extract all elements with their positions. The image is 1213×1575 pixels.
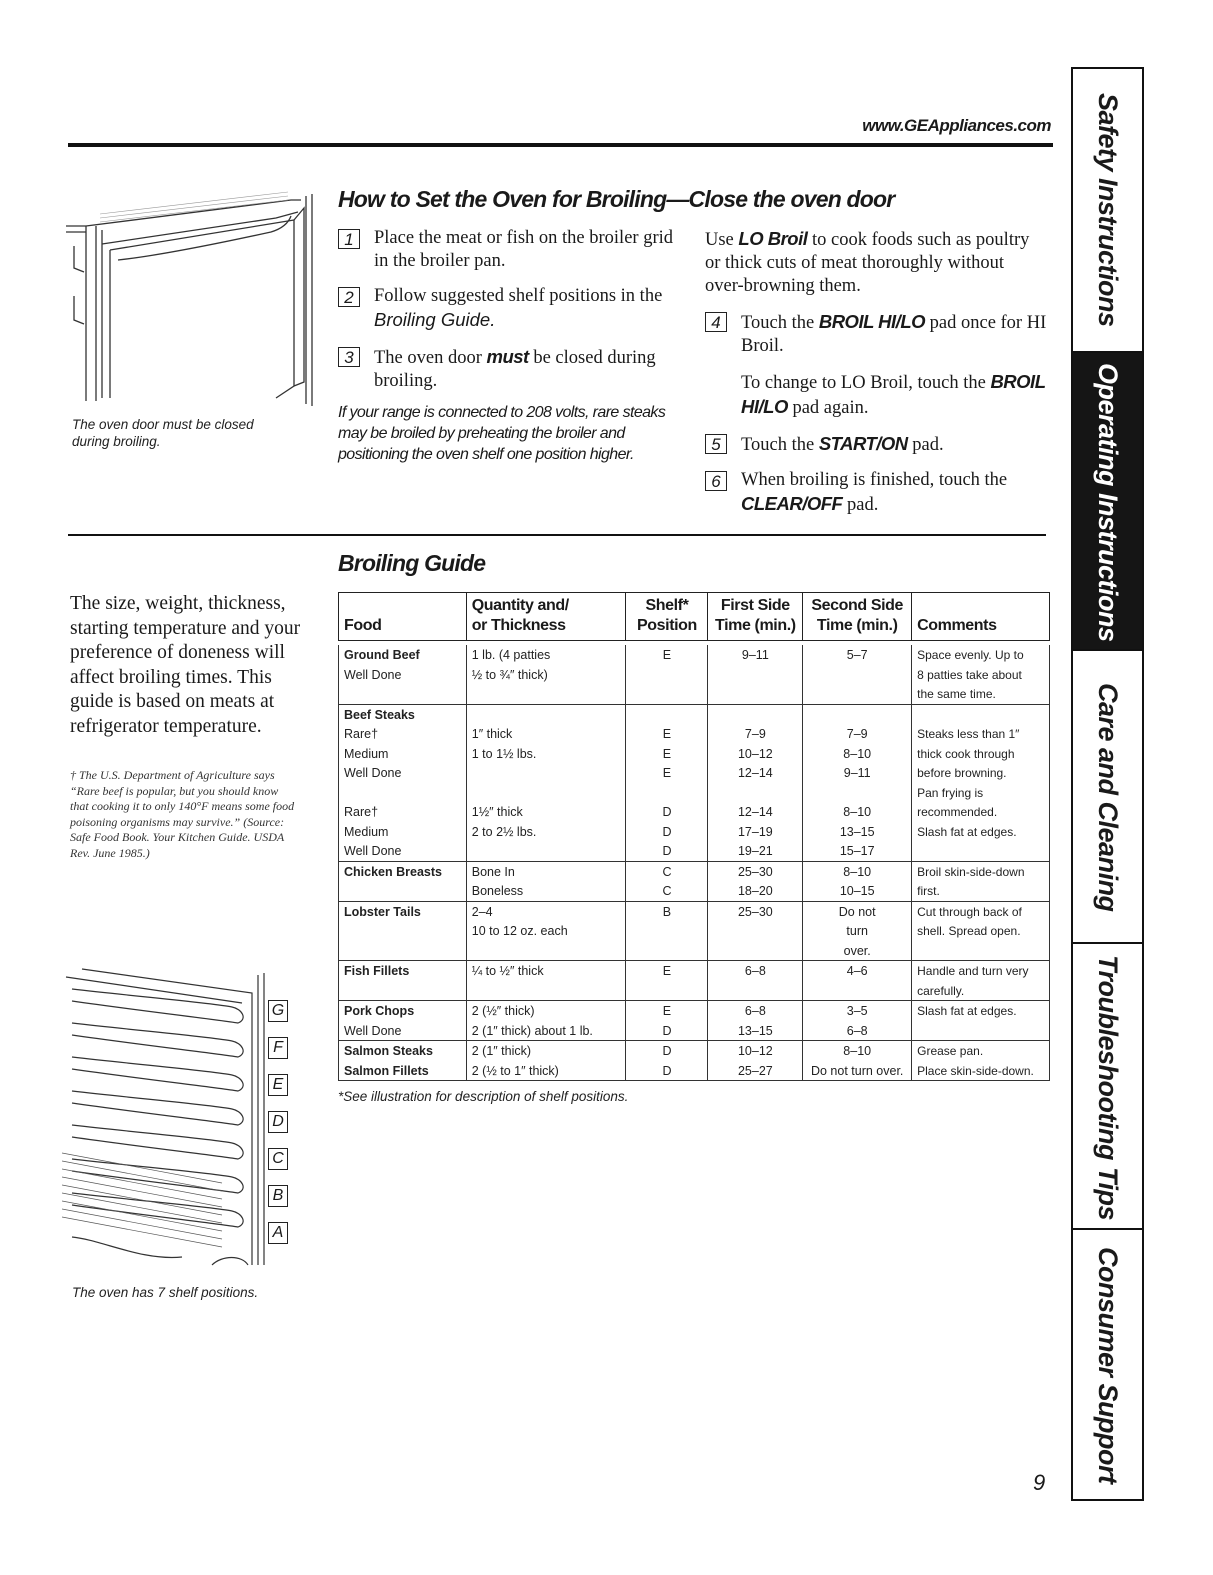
rack-wire [62, 1193, 222, 1223]
table-cell: 3–5 [803, 1001, 912, 1021]
table-cell: Grease pan. [912, 1041, 1050, 1061]
step-6 [705, 469, 1047, 517]
italic-ref: Broiling Guide. [374, 309, 496, 330]
tab-label: Consumer Support [1093, 1247, 1123, 1484]
table-cell: C [626, 881, 708, 901]
table-row [339, 802, 1050, 822]
step-text [374, 285, 682, 333]
rack-wire [62, 1185, 222, 1215]
table-cell: Steaks less than 1″ [912, 724, 1050, 744]
tab-safety-instructions[interactable] [1073, 69, 1142, 351]
table-cell [708, 665, 803, 685]
table-cell [708, 704, 803, 724]
step-number-badge: 3 [338, 347, 360, 367]
table-cell: Salmon Fillets [339, 1061, 467, 1081]
keyword: BROIL HI/LO [818, 311, 926, 332]
table-row [339, 1001, 1050, 1021]
shelf-rail [72, 1057, 243, 1091]
table-cell: 8 patties take about [912, 665, 1050, 685]
table-cell: D [626, 802, 708, 822]
shelf-position-label: F [268, 1037, 288, 1059]
table-row [339, 961, 1050, 981]
step-3 [338, 345, 682, 393]
table-cell: Well Done [339, 763, 467, 783]
table-cell: 2 (½ to 1″ thick) [466, 1061, 626, 1081]
table-cell: Broil skin-side-down [912, 861, 1050, 881]
section-tabs [1071, 67, 1144, 1501]
table-cell: 25–30 [708, 861, 803, 881]
table-cell: Place skin-side-down. [912, 1061, 1050, 1081]
rack-wire [62, 1161, 222, 1191]
shelf-rail [72, 1125, 243, 1159]
table-cell: 6–8 [803, 1021, 912, 1041]
oven-door-illustration [66, 186, 314, 408]
table-cell [466, 684, 626, 704]
table-row [339, 841, 1050, 861]
table-row [339, 704, 1050, 724]
table-cell: 2 (½″ thick) [466, 1001, 626, 1021]
step-text: Place the meat or fish on the broiler grid in the broiler pan. [374, 228, 673, 271]
table-cell: shell. Spread open. [912, 921, 1050, 941]
column-header: Second Side Time (min.) [803, 593, 912, 641]
column-header: Comments [912, 593, 1050, 641]
table-cell: 2 (1″ thick) [466, 1041, 626, 1061]
table-cell: 19–21 [708, 841, 803, 861]
table-cell: B [626, 901, 708, 921]
table-cell [708, 981, 803, 1001]
table-cell: 2 (1″ thick) about 1 lb. [466, 1021, 626, 1041]
table-cell: 25–27 [708, 1061, 803, 1081]
voltage-note: If your range is connected to 208 volts, rare steaks may be broiled by preheating the broiler and positioning the oven shelf one position higher. [338, 404, 666, 463]
table-cell [339, 981, 467, 1001]
step-text [374, 227, 682, 273]
table-cell: thick cook through [912, 744, 1050, 764]
table-cell: 8–10 [803, 744, 912, 764]
broil-steps-left [338, 227, 682, 405]
step-text: pad once for HI Broil. [741, 313, 1047, 356]
keyword: START/ON [818, 433, 908, 454]
header-rule [68, 143, 1053, 147]
step-2 [338, 285, 682, 333]
table-cell: 18–20 [708, 881, 803, 901]
step-text [741, 432, 1047, 457]
table-cell: turn [803, 921, 912, 941]
table-cell: 2 to 2½ lbs. [466, 822, 626, 842]
table-cell: Slash fat at edges. [912, 1001, 1050, 1021]
column-header: First Side Time (min.) [708, 593, 803, 641]
table-cell [626, 921, 708, 941]
table-cell [708, 941, 803, 961]
table-cell [466, 763, 626, 783]
rack-wire [62, 1209, 222, 1239]
keyword: must [486, 346, 529, 367]
table-cell [339, 881, 467, 901]
table-row [339, 822, 1050, 842]
rack-wire [62, 1153, 222, 1183]
table-cell: 9–11 [803, 763, 912, 783]
table-cell: E [626, 724, 708, 744]
table-cell [626, 704, 708, 724]
table-row [339, 1041, 1050, 1061]
step-text: To change to LO Broil, touch the [741, 373, 991, 393]
table-cell: 1½″ thick [466, 802, 626, 822]
column-header: Shelf* Position [626, 593, 708, 641]
tab-care-and-cleaning[interactable] [1073, 649, 1142, 944]
step-number-badge: 1 [338, 229, 360, 249]
table-cell: 8–10 [803, 802, 912, 822]
table-cell: Boneless [466, 881, 626, 901]
shelf-rail [72, 1091, 243, 1125]
table-cell: ½ to ¾″ thick) [466, 665, 626, 685]
tab-troubleshooting-tips[interactable] [1073, 942, 1142, 1230]
table-cell: 10–12 [708, 744, 803, 764]
table-cell: Bone In [466, 861, 626, 881]
table-cell: 15–17 [803, 841, 912, 861]
table-row [339, 921, 1050, 941]
column-header: Food [339, 593, 467, 641]
table-cell [912, 941, 1050, 961]
table-cell: Ground Beef [339, 645, 467, 665]
step-4 [705, 310, 1047, 358]
table-cell [339, 921, 467, 941]
table-cell: D [626, 1061, 708, 1081]
table-row [339, 665, 1050, 685]
table-cell [912, 704, 1050, 724]
tab-label: Care and Cleaning [1093, 683, 1123, 912]
table-cell [339, 941, 467, 961]
table-cell: Well Done [339, 1021, 467, 1041]
table-row [339, 941, 1050, 961]
table-cell [466, 704, 626, 724]
table-cell [339, 783, 467, 803]
step-text: The oven door [374, 348, 487, 368]
table-cell [466, 941, 626, 961]
table-cell [626, 684, 708, 704]
table-cell: Rare† [339, 724, 467, 744]
table-cell [626, 783, 708, 803]
table-cell: first. [912, 881, 1050, 901]
shelf-position-label: A [268, 1222, 288, 1244]
shelf-position-label: E [268, 1074, 288, 1096]
table-cell [803, 981, 912, 1001]
step-text: When broiling is finished, touch the [741, 470, 1008, 490]
step-cont [705, 370, 1047, 420]
broil-steps-right [705, 227, 1047, 517]
table-cell [803, 665, 912, 685]
table-row [339, 724, 1050, 744]
step-text: to cook foods such as poultry or thick cuts of meat thoroughly without over-browning them. [705, 230, 1030, 296]
table-row [339, 763, 1050, 783]
keyword: LO Broil [738, 228, 808, 249]
step-number-badge: 6 [705, 471, 727, 491]
table-cell: the same time. [912, 684, 1050, 704]
step-text: be closed during broiling. [374, 348, 656, 391]
shelf-rail [72, 989, 243, 1023]
table-cell: Space evenly. Up to [912, 645, 1050, 665]
table-cell: 1″ thick [466, 724, 626, 744]
table-row [339, 684, 1050, 704]
table-cell [803, 704, 912, 724]
table-row [339, 783, 1050, 803]
guide-intro: The size, weight, thickness, starting temperature and your preference of doneness will affect broiling times. This guide is based on meats at refrigerator temperature. [70, 593, 301, 737]
table-cell: 10–12 [708, 1041, 803, 1061]
table-cell: Chicken Breasts [339, 861, 467, 881]
step-number-badge: 2 [338, 287, 360, 307]
shelf-position-label: B [268, 1185, 288, 1207]
table-cell [912, 1021, 1050, 1041]
table-cell: 8–10 [803, 1041, 912, 1061]
table-cell [466, 981, 626, 1001]
step-text: Touch the [741, 435, 819, 455]
table-row [339, 861, 1050, 881]
table-cell: carefully. [912, 981, 1050, 1001]
table-cell [708, 921, 803, 941]
table-cell: 6–8 [708, 1001, 803, 1021]
table-cell: 5–7 [803, 645, 912, 665]
shelf-caption: The oven has 7 shelf positions. [72, 1285, 259, 1300]
table-cell: Handle and turn very [912, 961, 1050, 981]
step-text: Follow suggested shelf positions in the [374, 286, 663, 306]
table-cell: Medium [339, 744, 467, 764]
table-cell: D [626, 1021, 708, 1041]
table-cell [708, 684, 803, 704]
step-number-badge: 4 [705, 312, 727, 332]
table-row [339, 981, 1050, 1001]
broiling-guide-table-wrap [338, 592, 1050, 1081]
page-number: 9 [1033, 1470, 1046, 1495]
table-cell: 9–11 [708, 645, 803, 665]
table-cell: C [626, 861, 708, 881]
table-cell: 6–8 [708, 961, 803, 981]
table-cell: ¼ to ½″ thick [466, 961, 626, 981]
table-cell: Cut through back of [912, 901, 1050, 921]
table-row [339, 645, 1050, 665]
table-cell: 10 to 12 oz. each [466, 921, 626, 941]
table-cell: Beef Steaks [339, 704, 467, 724]
table-cell: E [626, 1001, 708, 1021]
shelf-position-label: D [268, 1111, 288, 1133]
table-cell: E [626, 645, 708, 665]
table-cell: 8–10 [803, 861, 912, 881]
step-text: Use [705, 230, 739, 250]
table-cell [626, 981, 708, 1001]
tab-operating-instructions[interactable] [1073, 351, 1142, 651]
website-url: www.GEAppliances.com [862, 116, 1051, 135]
table-cell: E [626, 961, 708, 981]
rack-wire [62, 1201, 222, 1231]
tab-label: Operating Instructions [1093, 362, 1123, 642]
table-cell: E [626, 744, 708, 764]
table-cell: over. [803, 941, 912, 961]
rack-wire [62, 1177, 222, 1207]
table-cell [339, 684, 467, 704]
step-text: pad again. [787, 398, 869, 418]
table-cell: 25–30 [708, 901, 803, 921]
table-cell: Well Done [339, 665, 467, 685]
table-cell [466, 841, 626, 861]
table-cell: Medium [339, 822, 467, 842]
table-cell: 17–19 [708, 822, 803, 842]
table-cell: 10–15 [803, 881, 912, 901]
table-cell: 4–6 [803, 961, 912, 981]
table-footnote: *See illustration for description of shelf positions. [338, 1089, 629, 1104]
table-row [339, 901, 1050, 921]
table-cell: 12–14 [708, 802, 803, 822]
shelf-position-label: G [268, 1000, 288, 1022]
table-cell: Lobster Tails [339, 901, 467, 921]
step-text: Touch the [741, 313, 819, 333]
usda-footnote: † The U.S. Department of Agriculture says “Rare beef is popular, but you should know that cooking it to only 140°F means some food poisoning organisms may survive.” (Source: Safe Food Book. Your Kitchen Guide. USDA Rev. June 1985.) [70, 768, 295, 860]
table-cell [912, 841, 1050, 861]
step-text [741, 310, 1047, 358]
table-cell: 12–14 [708, 763, 803, 783]
table-cell: D [626, 822, 708, 842]
table-cell: 1 to 1½ lbs. [466, 744, 626, 764]
table-cell: Slash fat at edges. [912, 822, 1050, 842]
shelf-rail [72, 1023, 243, 1057]
broiling-guide-table [338, 592, 1050, 1081]
table-cell: recommended. [912, 802, 1050, 822]
lo-broil-intro [705, 227, 1047, 298]
table-cell: 1 lb. (4 patties [466, 645, 626, 665]
table-cell: Do not turn over. [803, 1061, 912, 1081]
step-number-badge: 5 [705, 434, 727, 454]
table-row [339, 1021, 1050, 1041]
table-cell: Pan frying is [912, 783, 1050, 803]
table-cell [626, 665, 708, 685]
step-text [374, 345, 682, 393]
table-cell: Fish Fillets [339, 961, 467, 981]
oven-door-caption: The oven door must be closed during broiling. [72, 417, 254, 449]
step-1 [338, 227, 682, 273]
shelf-position-label: C [268, 1148, 288, 1170]
table-cell: 7–9 [708, 724, 803, 744]
tab-consumer-support[interactable] [1073, 1228, 1142, 1501]
broil-heading: How to Set the Oven for Broiling—Close the oven door [338, 186, 895, 212]
table-cell: Do not [803, 901, 912, 921]
keyword: CLEAR/OFF [741, 493, 843, 514]
table-row [339, 1061, 1050, 1081]
table-row [339, 744, 1050, 764]
table-cell: 13–15 [708, 1021, 803, 1041]
table-cell: 13–15 [803, 822, 912, 842]
tab-label: Troubleshooting Tips [1093, 954, 1123, 1220]
table-cell: D [626, 841, 708, 861]
broiling-guide-heading: Broiling Guide [338, 550, 486, 576]
keyword: BROIL HI/LO [741, 371, 1046, 417]
column-header: Quantity and/ or Thickness [466, 593, 626, 641]
table-cell: before browning. [912, 763, 1050, 783]
table-cell: D [626, 1041, 708, 1061]
table-cell: Rare† [339, 802, 467, 822]
table-cell: 7–9 [803, 724, 912, 744]
table-cell [803, 783, 912, 803]
table-row [339, 881, 1050, 901]
table-cell [803, 684, 912, 704]
step-5 [705, 432, 1047, 457]
table-cell: Well Done [339, 841, 467, 861]
table-cell [626, 941, 708, 961]
step-text [741, 370, 1047, 420]
table-cell [466, 783, 626, 803]
tab-label: Safety Instructions [1093, 93, 1123, 327]
step-text [741, 469, 1047, 517]
step-text: pad. [842, 495, 879, 515]
section-rule [68, 534, 1046, 536]
table-cell: Pork Chops [339, 1001, 467, 1021]
table-cell: E [626, 763, 708, 783]
table-cell [708, 783, 803, 803]
table-cell: 2–4 [466, 901, 626, 921]
table-cell: Salmon Steaks [339, 1041, 467, 1061]
step-text: pad. [907, 435, 944, 455]
table-header-row [339, 593, 1050, 641]
